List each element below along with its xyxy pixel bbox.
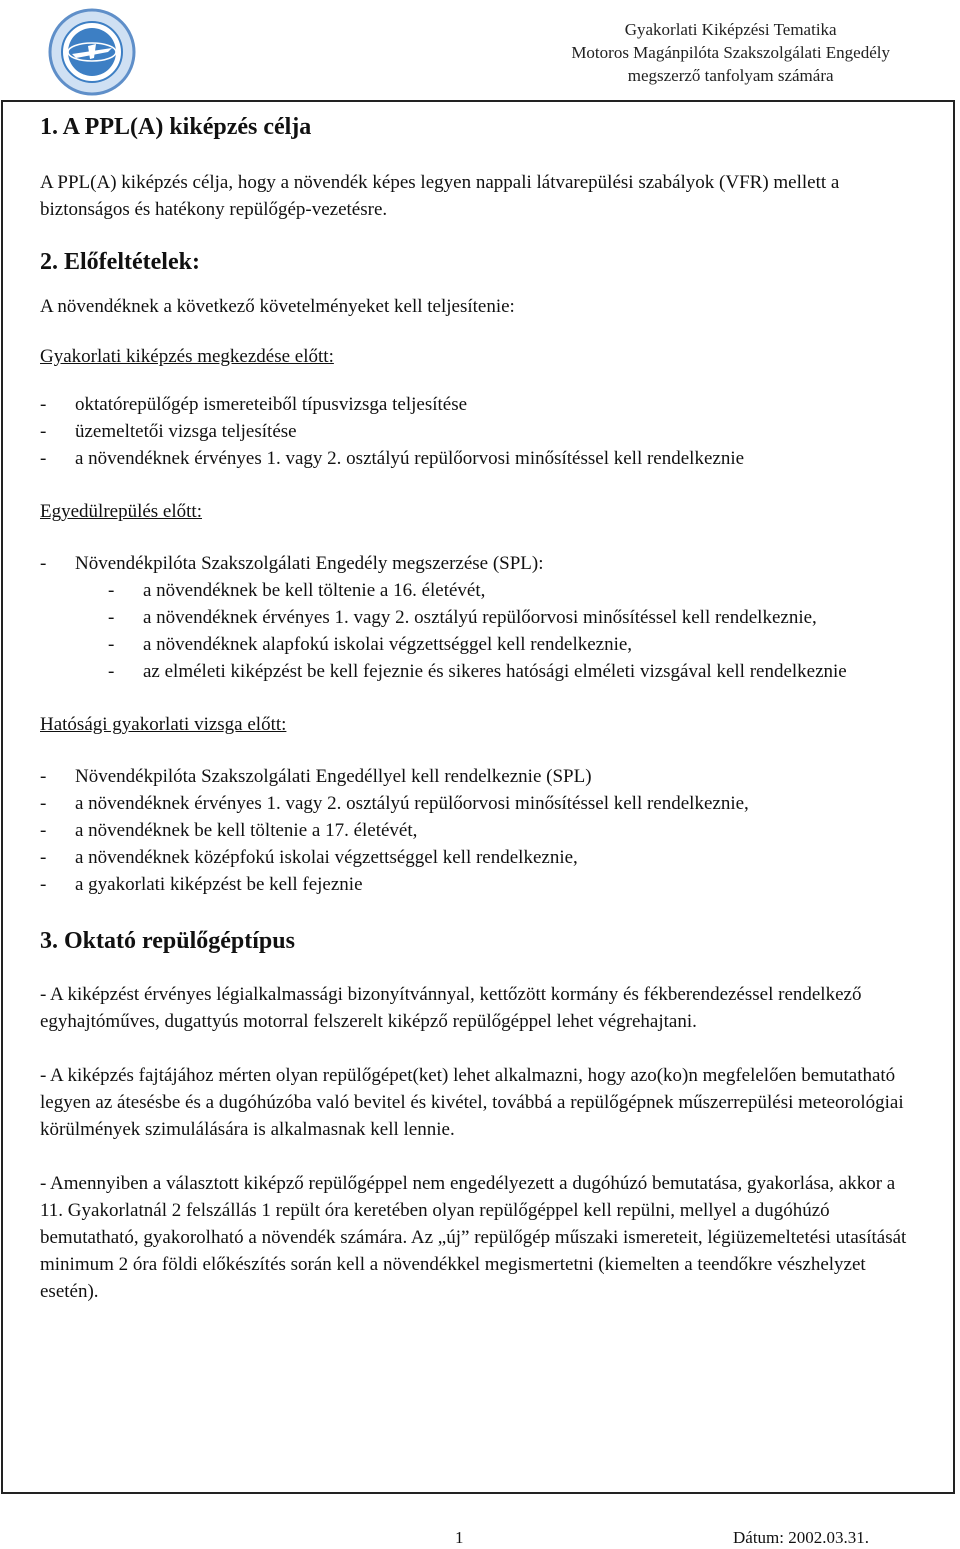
section-3-title: 3. Oktató repülőgéptípus (40, 928, 295, 954)
list-item: - Növendékpilóta Szakszolgálati Engedély megszerzése (SPL): (40, 553, 544, 574)
section-1-body: A PPL(A) kiképzés célja, hogy a növendék képes legyen nappali látvarepülési szabályok (VFR) mellett a biztonságos és hatékony repülőgép-vezetésre. (40, 172, 840, 220)
list-item: - a növendéknek érvényes 1. vagy 2. osztályú repülőorvosi minősítéssel kell rendelkeznie (40, 448, 745, 469)
document-header (571, 18, 890, 87)
document-date: Dátum: 2002.03.31. (733, 1528, 869, 1547)
before-training-list (40, 391, 920, 472)
list-item: - Növendékpilóta Szakszolgálati Engedéllyel kell rendelkeznie (SPL) (40, 766, 592, 787)
section-3-paragraph-3: - Amennyiben a választott kiképző repülőgéppel nem engedélyezett a dugóhúzó bemutatása, gyakorlása, akkor a 11. Gyakorlatnál 2 felszállás 1 repült óra keretében olyan repülőgéppel kell repülni, mellyel a dugóhúzó bemutatható, gyakorolható a növendék számára. Az „új” repülőgép műszaki ismereteit, légiüzemeltetési utasítását minimum 2 óra földi előkészítés során kell a növendékkel megismertetni (kiemelten a teendőkre vészhelyzet esetén). (40, 1173, 907, 1302)
list-item: - a gyakorlati kiképzést be kell fejeznie (40, 874, 363, 895)
logo-seal-icon (42, 8, 142, 96)
before-solo-list (40, 550, 920, 685)
section-2-title: 2. Előfeltételek: (40, 249, 200, 275)
before-exam-list (40, 763, 920, 898)
sub-list-item: - az elméleti kiképzést be kell fejeznie és sikeres hatósági elméleti vizsgával kell rendelkeznie (108, 661, 847, 682)
list-item: - üzemeltetői vizsga teljesítése (40, 421, 297, 442)
page-number: 1 (455, 1528, 464, 1547)
list-item: - a növendéknek be kell töltenie a 17. életévét, (40, 820, 418, 841)
sub-list-item: - a növendéknek alapfokú iskolai végzettséggel kell rendelkeznie, (108, 634, 633, 655)
sub-list-item: - a növendéknek be kell töltenie a 16. életévét, (108, 580, 486, 601)
section-3-paragraph-1: - A kiképzést érvényes légialkalmassági bizonyítvánnyal, kettőzött kormány és fékberendezéssel rendelkező egyhajtóműves, dugattyús motorral felszerelt kiképző repülőgéppel lehet végrehajtani. (40, 984, 862, 1032)
organization-logo (42, 8, 142, 96)
list-item: - a növendéknek középfokú iskolai végzettséggel kell rendelkeznie, (40, 847, 578, 868)
before-solo-heading: Egyedülrepülés előtt: (40, 501, 202, 522)
header-line-1: Gyakorlati Kiképzési Tematika (624, 20, 837, 39)
list-item: - a növendéknek érvényes 1. vagy 2. osztályú repülőorvosi minősítéssel kell rendelkeznie, (40, 793, 749, 814)
document-body (40, 100, 920, 1305)
section-2-intro: A növendéknek a következő követelményeket kell teljesítenie: (40, 296, 515, 317)
before-exam-heading: Hatósági gyakorlati vizsga előtt: (40, 714, 287, 735)
section-1-title: 1. A PPL(A) kiképzés célja (40, 114, 312, 140)
header-line-3: megszerző tanfolyam számára (627, 66, 834, 85)
before-training-heading: Gyakorlati kiképzés megkezdése előtt: (40, 346, 334, 367)
sub-list-item: - a növendéknek érvényes 1. vagy 2. osztályú repülőorvosi minősítéssel kell rendelkeznie, (108, 607, 817, 628)
section-3-paragraph-2: - A kiképzés fajtájához mérten olyan repülőgépet(ket) lehet alkalmazni, hogy azo(ko)n megfelelően bemutatható legyen az átesésbe és a dugóhúzóba való bevitel és kivétel, továbbá a repülőgépnek műszerrepülési meteorológiai körülmények szimulálására is alkalmasnak kell lennie. (40, 1065, 904, 1140)
list-item: - oktatórepülőgép ismereteiből típusvizsga teljesítése (40, 394, 468, 415)
header-line-2: Motoros Magánpilóta Szakszolgálati Engedély (571, 43, 890, 62)
